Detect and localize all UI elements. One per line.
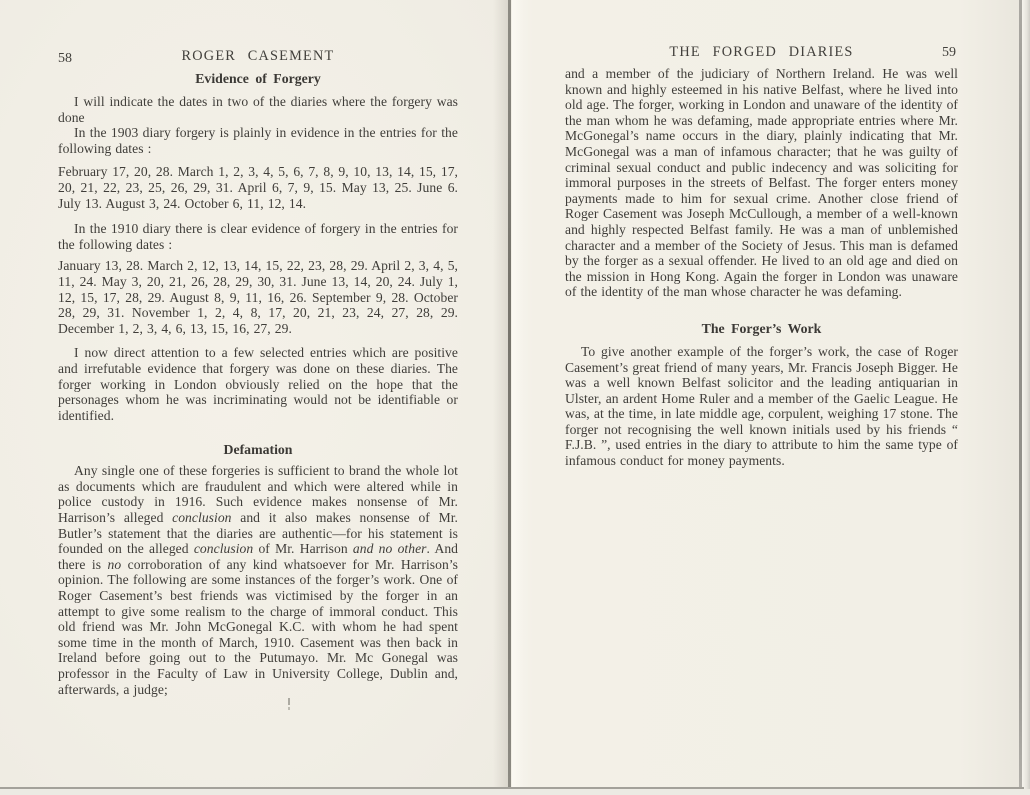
scan-artifact — [288, 698, 290, 705]
page-edge-bottom-strip — [0, 789, 1030, 795]
text-run: Any single one of these forgeries is sufficient to brand the whole lot as documents which are fraudulent and which were altered while in police custody in 1916. Such evidence makes nonsense of Mr. Harrison’s alleged — [58, 463, 458, 526]
dates-paragraph — [58, 258, 458, 336]
dates-paragraph — [58, 164, 458, 211]
text-run: of Mr. Harrison — [253, 541, 353, 557]
paragraph — [58, 345, 458, 423]
page-number: 59 — [942, 45, 956, 60]
running-title: THE FORGED DIARIES — [669, 44, 854, 60]
text-run: and a member of the judiciary of Northern Ireland. He was well known and highly esteemed in his native Belfast, where he lived into old age. The forger, working in London and unaware of the identity of the man whom he was defaming, made appropriate entries where Mr. McGonegal’s name occurs in the diary, plainly indicating that Mr. McGonegal was a man of infamous character; that he was guilty of criminal sexual conduct and public indecency and was soliciting for immoral purposes in the streets of Belfast. The forger enters money payments made to him for sexual crime. Another close friend of Roger Casement was Joseph McCullough, a member of a well-known and highly respected Belfast family. He was a man of unblemished character and a member of the Society of Jesus. This man is defamed by the forger as a sexual offender. He lived to an old age and died on the mission in Hong Kong. Again the forger in London was unaware of the identity of the man whose character he was defaming. — [565, 66, 958, 300]
text-run: In the 1910 diary there is clear evidence of forgery in the entries for the following dates : — [58, 221, 458, 252]
text-run: January 13, 28. March 2, 12, 13, 14, 15, 22, 23, 28, 29. April 2, 3, 4, 5, 11, 24. May 3, 20, 21, 26, 28, 29, 30, 31. June 13, 14, 20, 24. July 1, 12, 15, 17, 28, 29. August 8, 9, 11, 16, 26. September 9, 28. October 28, 29, 31. November 1, 2, 4, 8, 17, 20, 21, 23, 24, 27, 28, 29. December 1, 2, 3, 4, 6, 13, 15, 16, 27, 29. — [58, 258, 458, 336]
page-body — [565, 66, 958, 469]
text-run: and it also makes nonsense of Mr. Butler’s statement that the diaries are authentic—for his statement is founded on the alleged — [58, 510, 458, 557]
page-header — [565, 44, 958, 61]
paragraph — [565, 344, 958, 469]
text-run: I will indicate the dates in two of the diaries where the forgery was done — [58, 94, 458, 125]
paragraph — [58, 221, 458, 252]
text-run: In the 1903 diary forgery is plainly in evidence in the entries for the following dates : — [58, 125, 458, 156]
section-heading: Evidence of Forgery — [195, 71, 321, 86]
emphasized-text: no — [107, 556, 122, 572]
emphasized-text: conclusion — [172, 510, 232, 526]
section-heading: Defamation — [223, 442, 293, 458]
text-run: I now direct attention to a few selected entries which are positive and irrefutable evidence that forgery was done on these diaries. The forger working in London obviously relied on the hope that the personages whom he was incriminating would not be identifiable or identified. — [58, 345, 458, 423]
text-run: corroboration of any kind whatsoever for Mr. Harrison’s opinion. The following are some instances of the forger’s work. One of Roger Casement’s best friends was victimised by the forger in an attempt to give some realism to the charge of immoral conduct. This old friend was Mr. John McGonegal K.C. with whom he had spent some time in the month of March, 1910. Casement was then back in Ireland before going out to the Putumayo. Mr. Mc Gonegal was professor in the Faculty of Law in University College, Dublin and, afterwards, a judge; — [58, 556, 458, 697]
paragraph — [58, 94, 458, 125]
emphasized-text: conclusion — [193, 541, 254, 557]
scan-artifact-dot — [288, 707, 290, 710]
paragraph — [58, 125, 458, 156]
book-gutter — [508, 0, 511, 795]
paragraph — [565, 66, 958, 300]
page-58 — [0, 0, 509, 795]
text-run: To give another example of the forger’s work, the case of Roger Casement’s great friend of many years, Mr. Francis Joseph Bigger. He was a well known Belfast solicitor and the leading antiquarian in Ulster, an ardent Home Ruler and a member of the Gaelic League. He was, at the time, in late middle age, corpulent, weighing 17 stone. The forger not recognising the well known initials used by his friends “ F.J.B. ”, used entries in the diary to attribute to him the same type of infamous conduct for money payments. — [565, 343, 958, 469]
text-run: . And there is — [58, 541, 459, 572]
page-number: 58 — [58, 51, 72, 66]
text-run: February 17, 20, 28. March 1, 2, 3, 4, 5, 6, 7, 8, 9, 10, 13, 14, 15, 17, 20, 21, 22, 23, 25, 26, 29, 31. April 6, 7, 9, 15. May 13, 25. June 6. July 13. August 3, 24. October 6, 11, 12, 14. — [58, 164, 458, 211]
section-heading: The Forger’s Work — [701, 320, 822, 336]
emphasized-text: and no other — [352, 541, 427, 557]
page-59 — [512, 0, 1020, 795]
page-edge-bottom-line — [0, 787, 1024, 789]
page-edge-right-strip — [1022, 0, 1030, 795]
paragraph — [58, 463, 458, 697]
page-header — [58, 48, 458, 65]
page-edge-right-line — [1019, 0, 1022, 791]
running-title: ROGER CASEMENT — [181, 48, 335, 64]
page-body — [58, 71, 458, 697]
